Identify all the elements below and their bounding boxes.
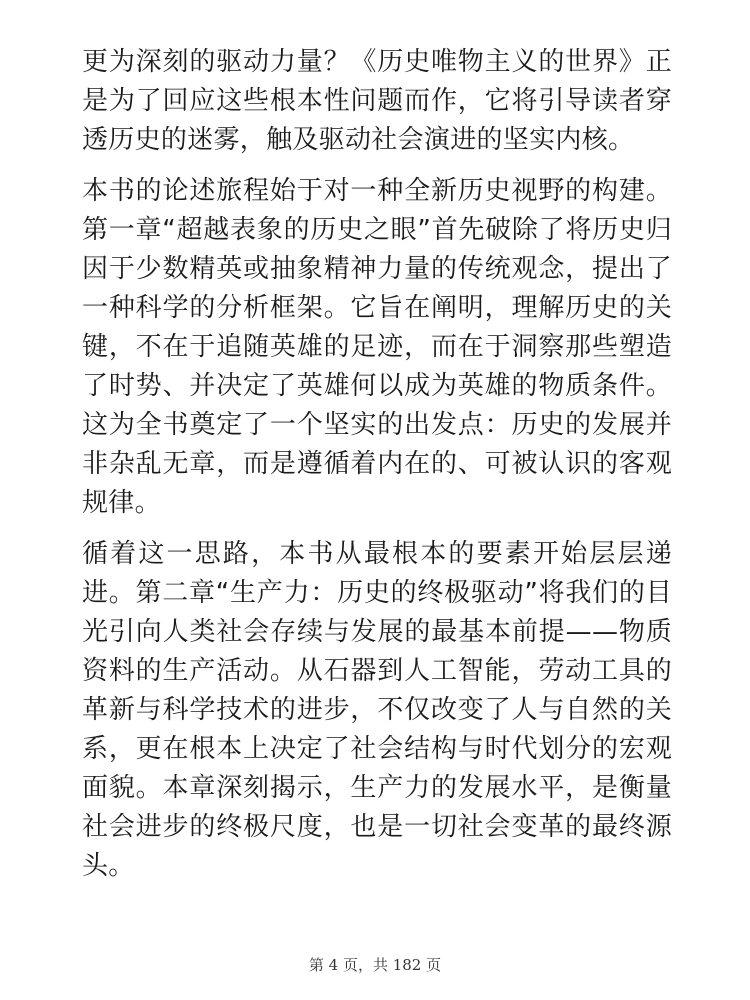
paragraph: 本书的论述旅程始于对一种全新历史视野的构建。第一章“超越表象的历史之眼”首先破除了将历史归因于少数精英或抽象精神力量的传统观念，提出了一种科学的分析框架。它旨在阐明，理解历史的关键，不在于追随英雄的足迹，而在于洞察那些塑造了时势、并决定了英雄何以成为英雄的物质条件。这为全书奠定了一个坚实的出发点：历史的发展并非杂乱无章，而是遵循着内在的、可被认识的客观规律。 [82,176,672,518]
paragraph: 循着这一思路，本书从最根本的要素开始层层递进。第二章“生产力：历史的终极驱动”将我们的目光引向人类社会存续与发展的最基本前提——物质资料的生产活动。从石器到人工智能，劳动工具的革新与科学技术的进步，不仅改变了人与自然的关系，更在根本上决定了社会结构与时代划分的宏观面貌。本章深刻揭示，生产力的发展水平，是衡量社会进步的终极尺度，也是一切社会变革的最终源头。 [82,539,672,881]
body-text [82,43,672,898]
paragraph: 更为深刻的驱动力量？《历史唯物主义的世界》正是为了回应这些根本性问题而作，它将引导读者穿透历史的迷雾，触及驱动社会演进的坚实内核。 [82,47,672,155]
page-number-footer: 第 4 页，共 182 页 [308,956,442,974]
